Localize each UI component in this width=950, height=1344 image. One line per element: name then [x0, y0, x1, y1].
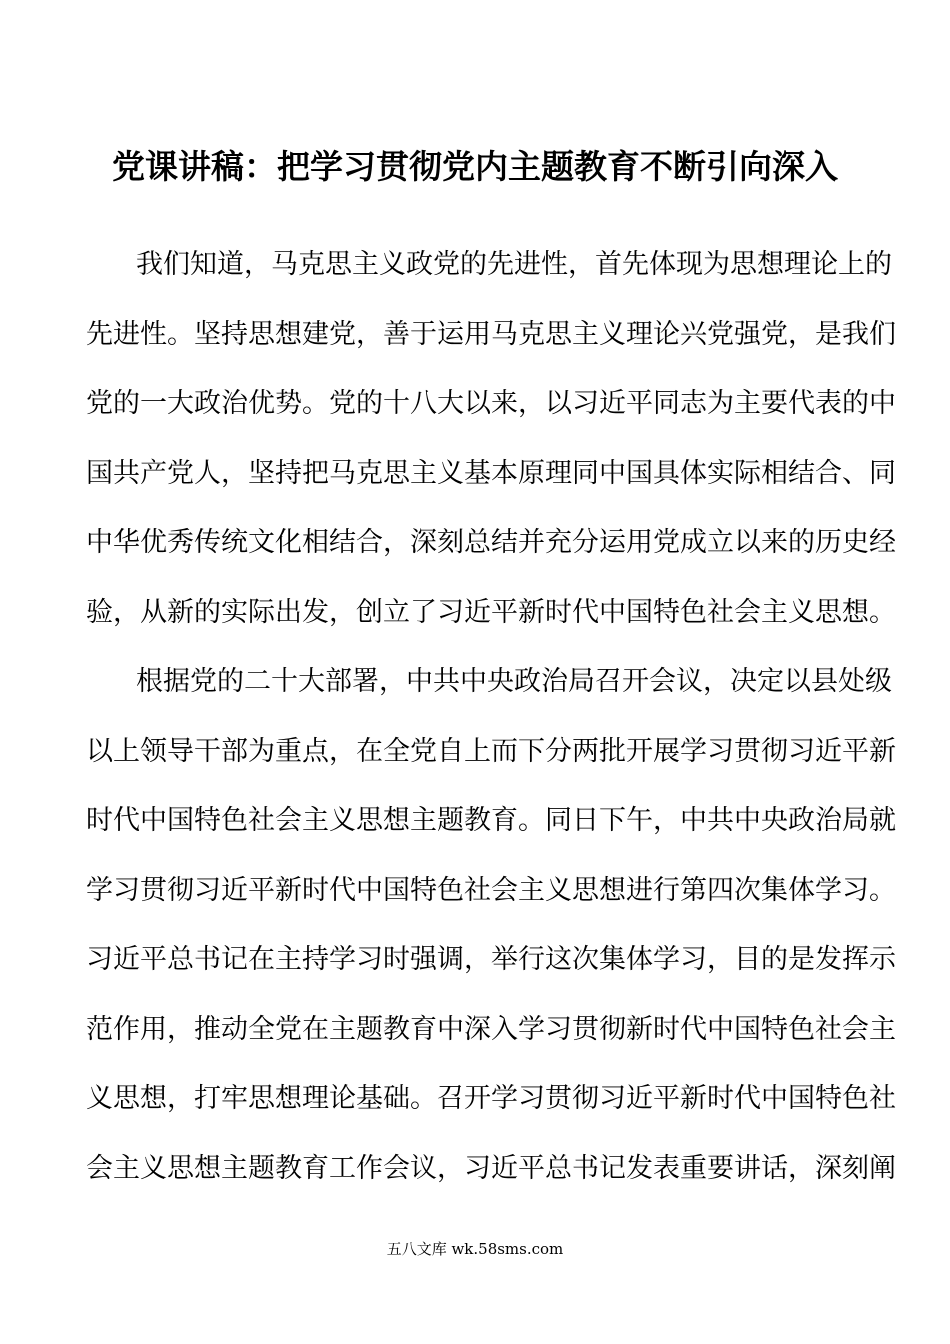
paragraph-line: 党的一大政治优势。党的十八大以来，以习近平同志为主要代表的中: [86, 388, 896, 419]
paragraph-line: 义思想，打牢思想理论基础。召开学习贯彻习近平新时代中国特色社: [86, 1083, 896, 1114]
paragraph-line: 时代中国特色社会主义思想主题教育。同日下午，中共中央政治局就: [86, 805, 896, 836]
paragraph-line: 习近平总书记在主持学习时强调，举行这次集体学习，目的是发挥示: [86, 944, 896, 975]
paragraph-line: 先进性。坚持思想建党，善于运用马克思主义理论兴党强党，是我们: [86, 318, 896, 350]
paragraph-line: 验，从新的实际出发，创立了习近平新时代中国特色社会主义思想。: [86, 596, 896, 628]
document-body: [86, 240, 896, 1213]
paragraph-line: 我们知道，马克思主义政党的先进性，首先体现为思想理论上的: [136, 249, 892, 280]
paragraph-line: 国共产党人，坚持把马克思主义基本原理同中国具体实际相结合、同: [86, 457, 896, 489]
document-title: 党课讲稿：把学习贯彻党内主题教育不断引向深入: [112, 147, 838, 186]
paragraph-line: 会主义思想主题教育工作会议，习近平总书记发表重要讲话，深刻阐: [86, 1152, 896, 1184]
paragraph-line: 根据党的二十大部署，中共中央政治局召开会议，决定以县处级: [136, 666, 892, 697]
paragraph-line: 以上领导干部为重点，在全党自上而下分两批开展学习贯彻习近平新: [86, 735, 896, 767]
paragraph-line: 范作用，推动全党在主题教育中深入学习贯彻新时代中国特色社会主: [86, 1013, 896, 1045]
paragraph-line: 学习贯彻习近平新时代中国特色社会主义思想进行第四次集体学习。: [86, 874, 896, 906]
paragraph-line: 中华优秀传统文化相结合，深刻总结并充分运用党成立以来的历史经: [86, 527, 896, 558]
page-footer: 五八文库 wk.58sms.com: [386, 1240, 564, 1258]
